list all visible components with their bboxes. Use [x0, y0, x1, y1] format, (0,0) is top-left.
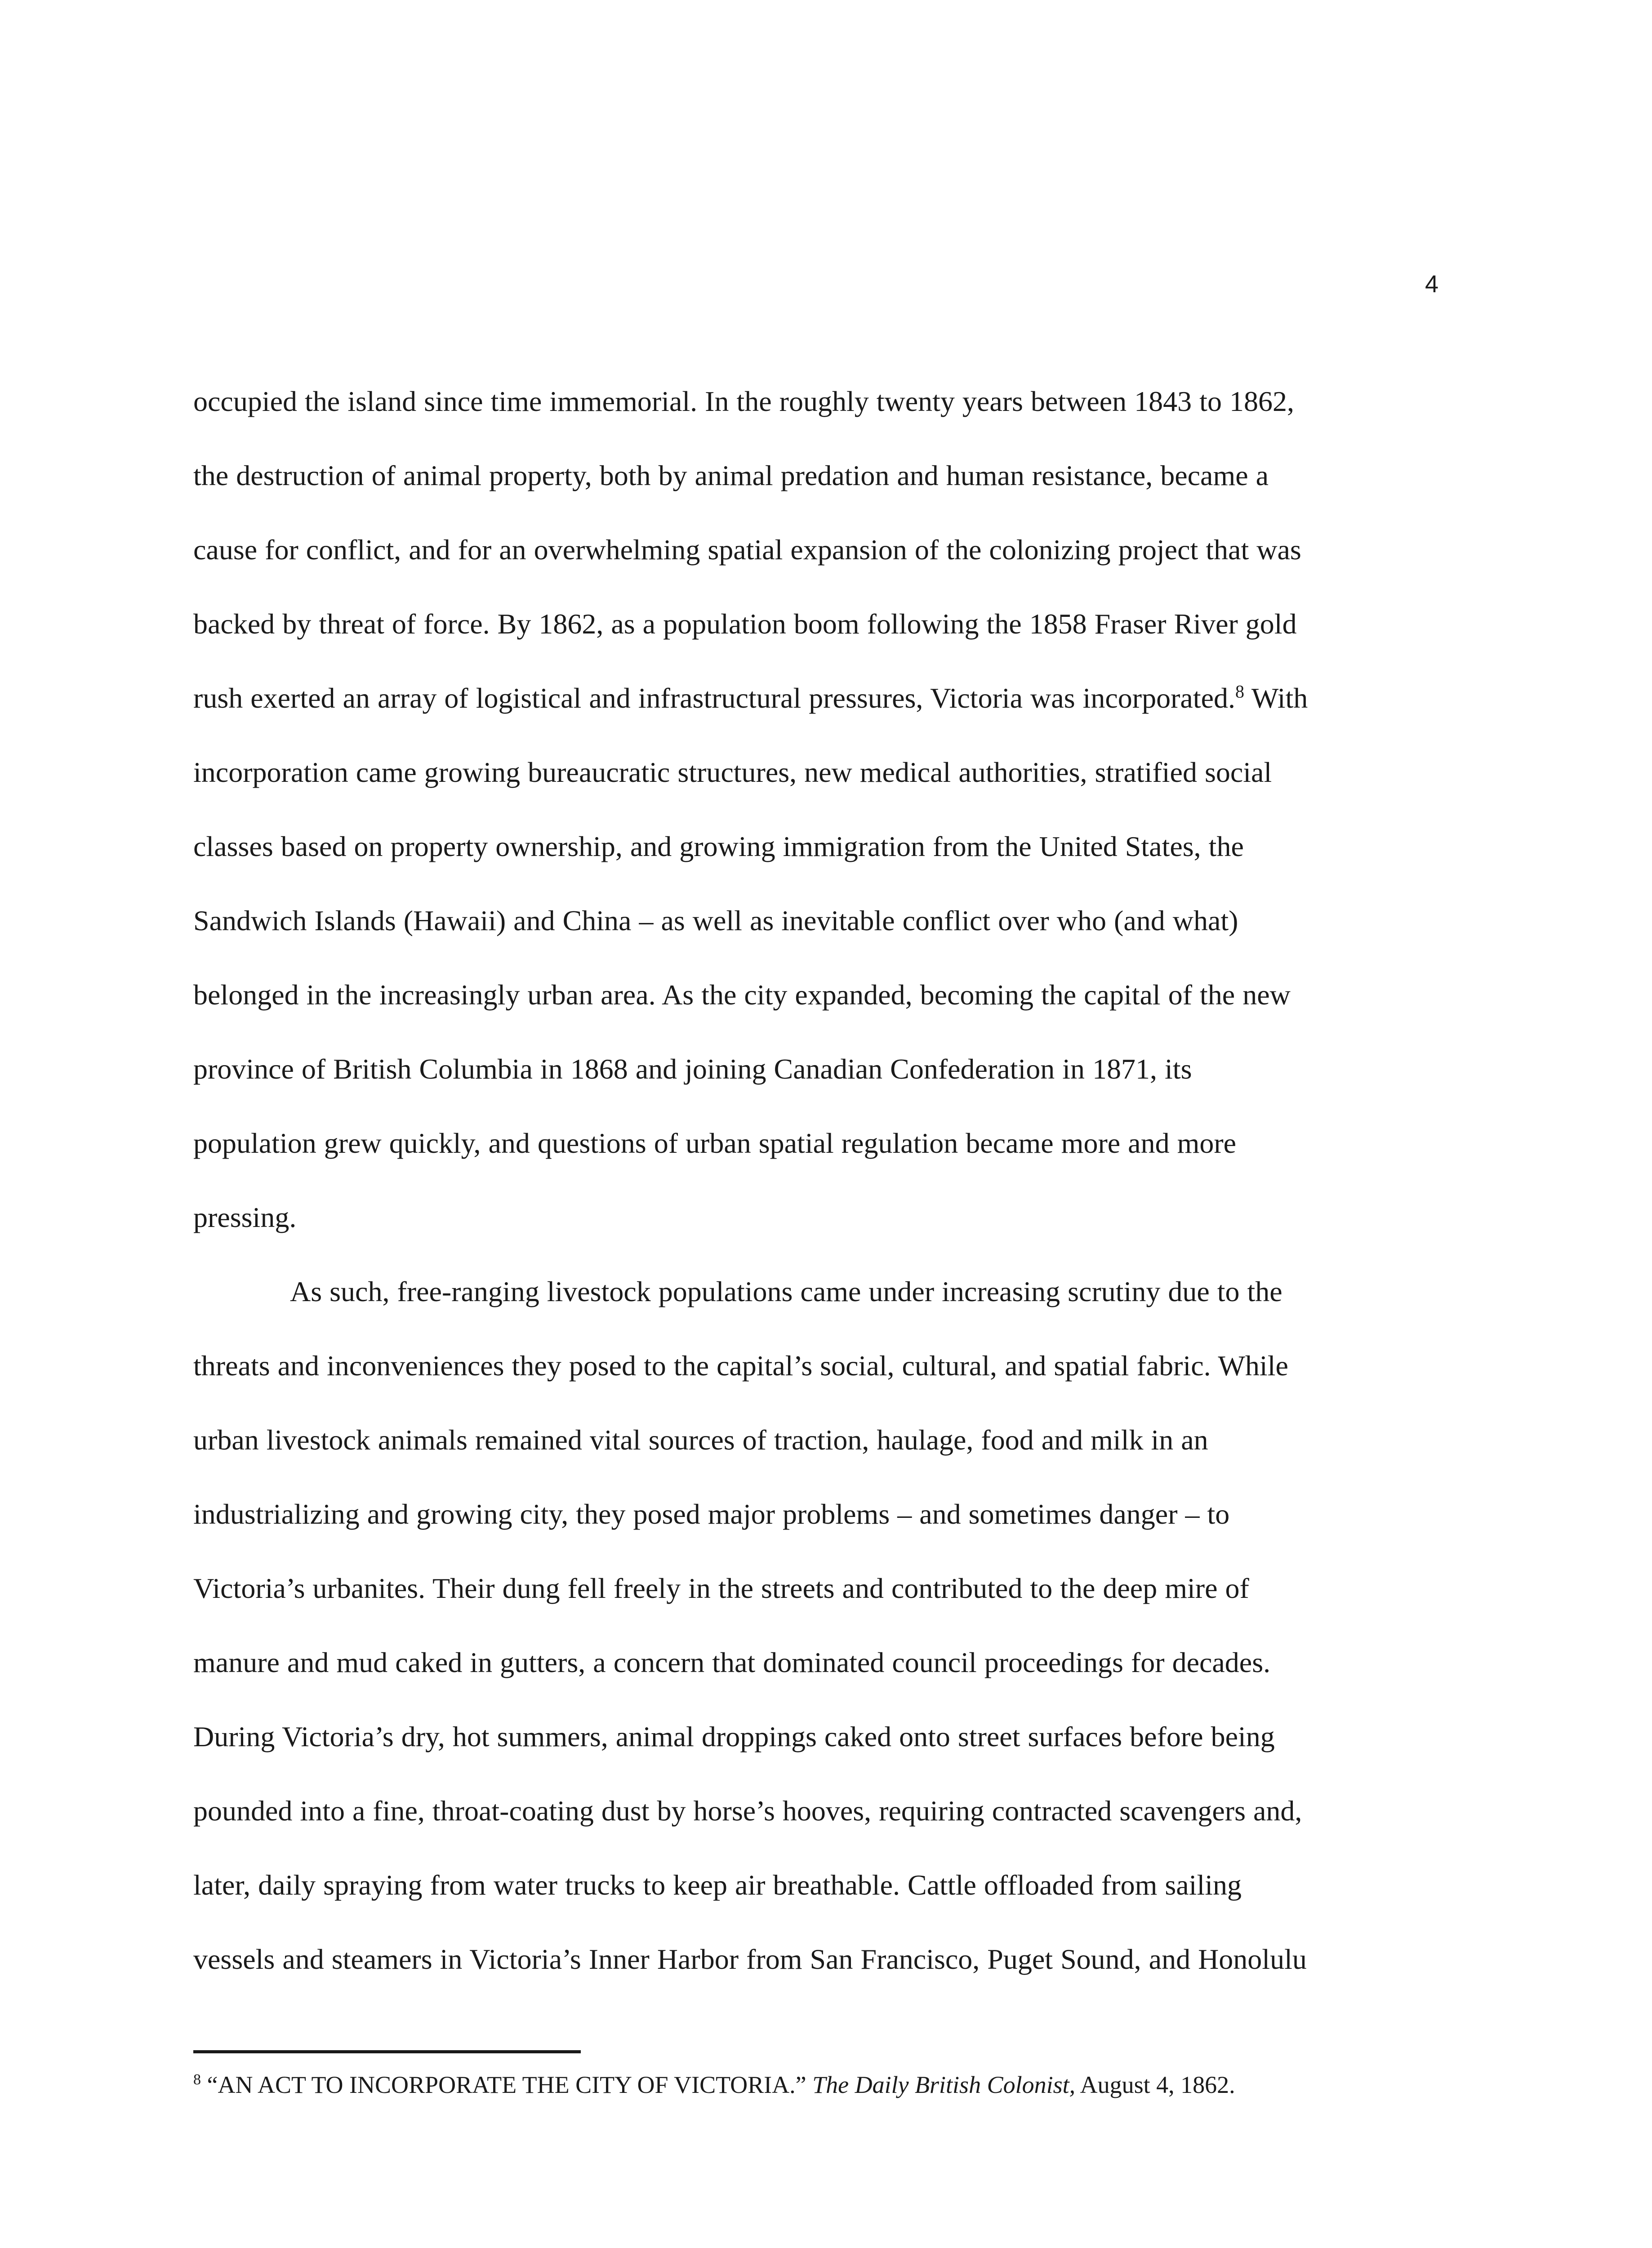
body-line: population grew quickly, and questions of urban spatial regulation became more and more — [193, 1127, 1237, 1159]
body-line-text: rush exerted an array of logistical and infrastructural pressures, Victoria was incorporated. — [193, 682, 1235, 714]
footnote — [193, 2070, 1425, 2100]
body-line: Victoria’s urbanites. Their dung fell freely in the streets and contributed to the deep mire of — [193, 1572, 1249, 1604]
body-line: belonged in the increasingly urban area. As the city expanded, becoming the capital of the new — [193, 979, 1291, 1011]
body-line: vessels and steamers in Victoria’s Inner Harbor from San Francisco, Puget Sound, and Honolulu — [193, 1943, 1307, 1975]
body-line: later, daily spraying from water trucks to keep air breathable. Cattle offloaded from sailing — [193, 1869, 1242, 1901]
footnote-text: “AN ACT TO INCORPORATE THE CITY OF VICTORIA.” — [201, 2071, 813, 2098]
body-line-with-footnote — [193, 661, 1425, 735]
body-line: occupied the island since time immemorial. In the roughly twenty years between 1843 to 1862, — [193, 385, 1294, 417]
paragraph-start-line: As such, free-ranging livestock populations came under increasing scrutiny due to the — [290, 1276, 1282, 1307]
body-line: urban livestock animals remained vital sources of traction, haulage, food and milk in an — [193, 1424, 1208, 1456]
body-line: cause for conflict, and for an overwhelming spatial expansion of the colonizing project that was — [193, 534, 1301, 566]
footnote-marker: 8 — [193, 2071, 201, 2088]
body-line: incorporation came growing bureaucratic structures, new medical authorities, stratified social — [193, 756, 1272, 788]
body-line: the destruction of animal property, both by animal predation and human resistance, became a — [193, 459, 1269, 491]
footnote-date: August 4, 1862. — [1075, 2071, 1235, 2098]
body-line: During Victoria’s dry, hot summers, animal droppings caked onto street surfaces before being — [193, 1721, 1275, 1753]
body-line: backed by threat of force. By 1862, as a population boom following the 1858 Fraser River gold — [193, 608, 1297, 640]
footnote-divider — [193, 2050, 581, 2053]
page-number: 4 — [1425, 271, 1438, 298]
body-text — [193, 364, 1425, 1996]
body-line: pounded into a fine, throat-coating dust by horse’s hooves, requiring contracted scavengers and, — [193, 1795, 1302, 1827]
body-line: threats and inconveniences they posed to the capital’s social, cultural, and spatial fabric. While — [193, 1350, 1288, 1382]
body-line: classes based on property ownership, and growing immigration from the United States, the — [193, 830, 1244, 862]
footnote-reference[interactable]: 8 — [1235, 681, 1244, 702]
body-line: province of British Columbia in 1868 and joining Canadian Confederation in 1871, its — [193, 1053, 1192, 1085]
body-line: Sandwich Islands (Hawaii) and China – as well as inevitable conflict over who (and what) — [193, 905, 1238, 937]
footnote-source: The Daily British Colonist, — [812, 2071, 1076, 2098]
body-line: pressing. — [193, 1201, 297, 1233]
body-line: manure and mud caked in gutters, a concern that dominated council proceedings for decades. — [193, 1646, 1271, 1678]
body-line: industrializing and growing city, they posed major problems – and sometimes danger – to — [193, 1498, 1230, 1530]
body-line-tail: With — [1244, 682, 1308, 714]
